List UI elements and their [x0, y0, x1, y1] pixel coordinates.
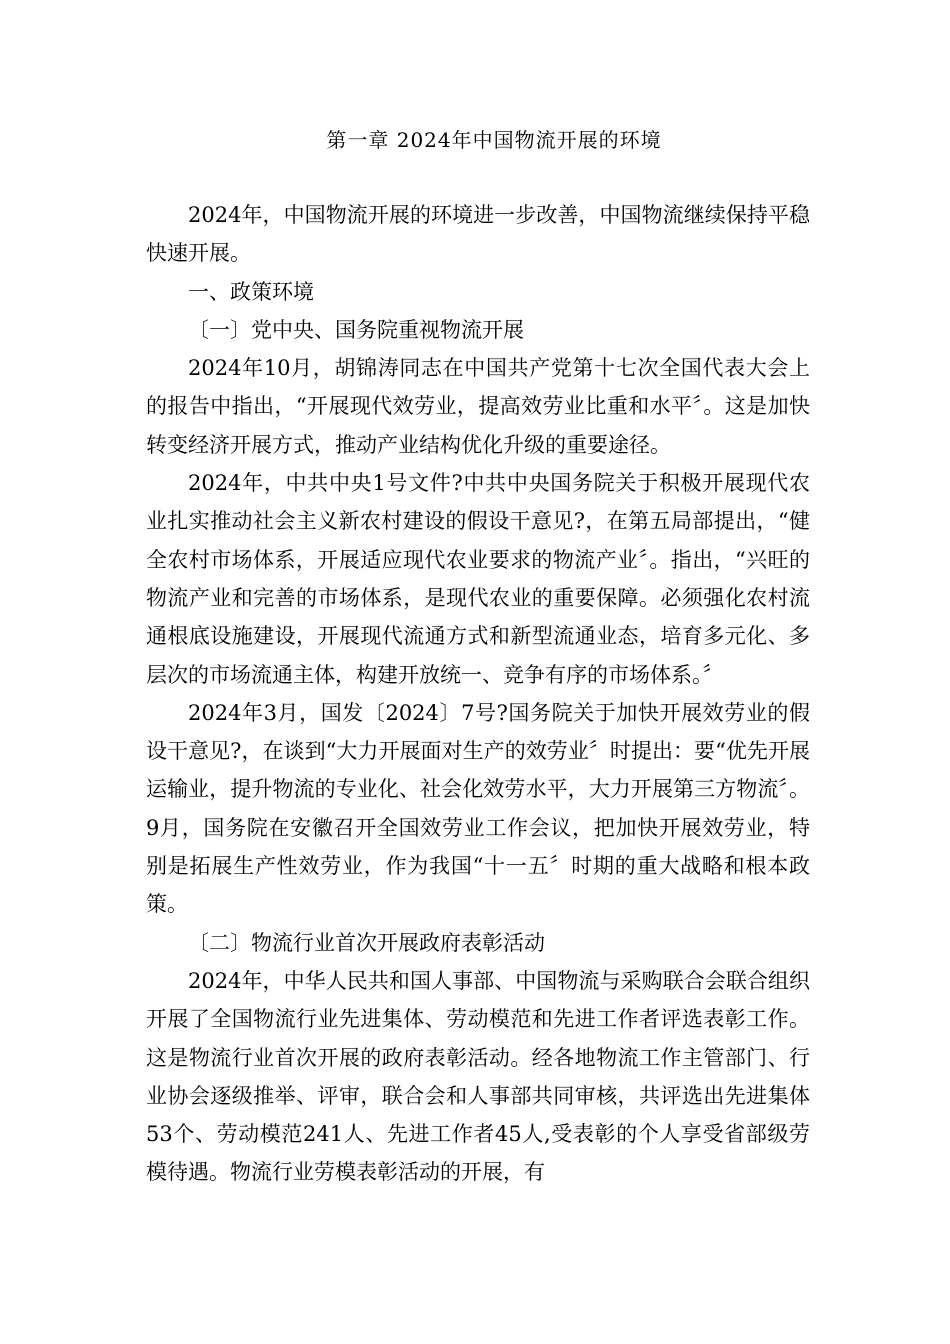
paragraph-state-council: 2024年3月，国发〔2024〕7号?国务院关于加快开展效劳业的假设干意见?，在谈到“大力开展面对生产的效劳业〞时提出：要“优先开展运输业，提升物流的专业化、社会化效劳水平，大力开展第三方物流〞。9月，国务院在安徽召开全国效劳业工作会议，把加快开展效劳业，特别是拓展生产性效劳业，作为我国“十一五〞时期的重大战略和根本政策。 — [146, 700, 810, 917]
paragraph-commendation: 2024年，中华人民共和国人事部、中国物流与采购联合会联合组织开展了全国物流行业先进集体、劳动模范和先进工作者评选表彰工作。这是物流行业首次开展的政府表彰活动。经各地物流工作主管部门、行业协会逐级推举、评审，联合会和人事部共同审核，共评选出先进集体53个、劳动模范241人、先进工作者45人,受表彰的个人享受省部级劳模待遇。物流行业劳模表彰活动的开展，有 — [146, 968, 810, 1185]
document-body — [146, 196, 810, 1192]
paragraph-congress-report: 2024年10月，胡锦涛同志在中国共产党第十七次全国代表大会上的报告中指出，“开展现代效劳业，提高效劳业比重和水平〞。这是加快转变经济开展方式，推动产业结构优化升级的重要途径。 — [146, 356, 810, 457]
chapter-title: 第一章 2024年中国物流开展的环境 — [326, 128, 662, 152]
paragraph-intro: 2024年，中国物流开展的环境进一步改善，中国物流继续保持平稳快速开展。 — [146, 203, 810, 266]
subsection-heading-2: 〔二〕物流行业首次开展政府表彰活动 — [188, 930, 545, 955]
subsection-heading-1: 〔一〕党中央、国务院重视物流开展 — [188, 317, 524, 342]
section-heading-policy: 一、政策环境 — [188, 279, 314, 304]
paragraph-no1-document: 2024年，中共中央1号文件?中共中央国务院关于积极开展现代农业扎实推动社会主义新农村建设的假设干意见?，在第五局部提出，“健全农村市场体系，开展适应现代农业要求的物流产业〞。指出，“兴旺的物流产业和完善的市场体系，是现代农业的重要保障。必须强化农村流通根底设施建设，开展现代流通方式和新型流通业态，培育多元化、多层次的市场流通主体，构建开放统一、竞争有序的市场体系。〞 — [146, 471, 810, 687]
